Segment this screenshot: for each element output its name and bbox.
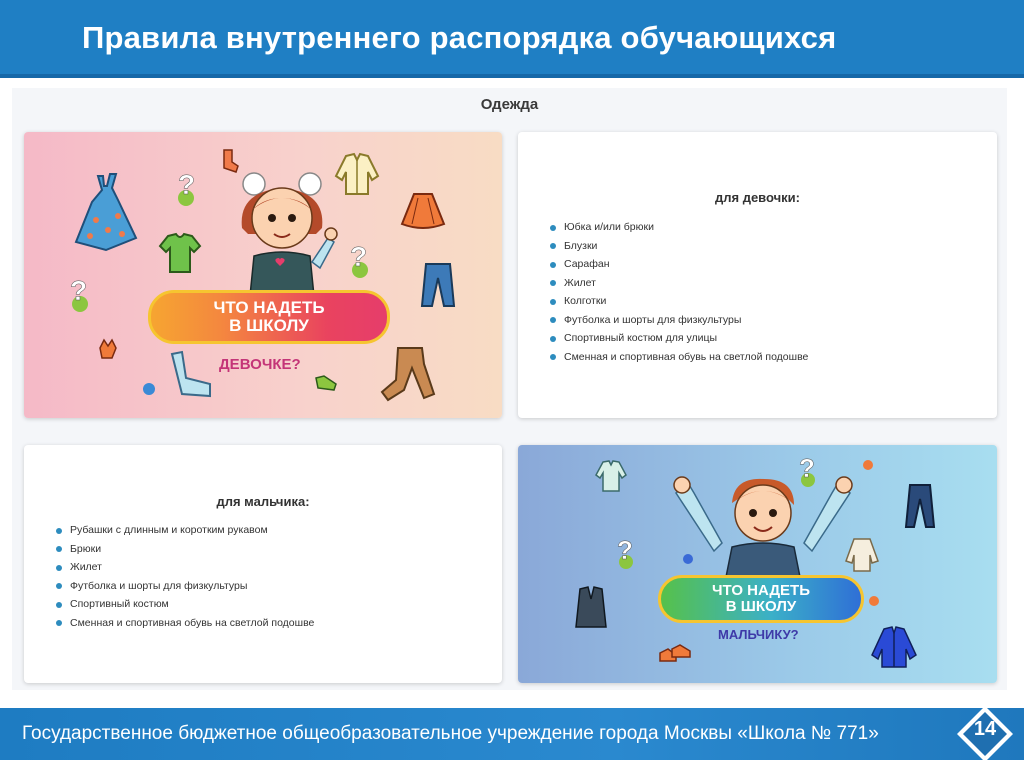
svg-text:?: ? xyxy=(617,535,633,565)
sock-icon xyxy=(166,350,216,400)
footer-bar xyxy=(0,708,1024,760)
girl-items-list xyxy=(550,218,808,366)
skirt-icon xyxy=(400,190,446,230)
sock-icon xyxy=(218,148,240,174)
shoe-icon xyxy=(314,372,338,392)
girl-character-icon xyxy=(230,172,338,296)
list-item: Колготки xyxy=(550,292,808,311)
page-title: Правила внутреннего распорядка обучающихся xyxy=(82,20,837,55)
vest-icon xyxy=(574,585,608,629)
shirt-icon xyxy=(594,459,628,493)
boy-list-title: для мальчика: xyxy=(216,494,310,509)
list-item: Юбка и/или брюки xyxy=(550,218,808,237)
list-item: Жилет xyxy=(56,558,314,577)
ball-icon xyxy=(868,595,880,607)
list-item: Блузки xyxy=(550,237,808,256)
list-item: Спортивный костюм для улицы xyxy=(550,329,808,348)
list-item: Футболка и шорты для физкультуры xyxy=(550,311,808,330)
shirt-icon xyxy=(158,232,202,274)
page-number: 14 xyxy=(973,718,997,740)
girl-title-pill xyxy=(148,290,390,344)
girl-list-title: для девочки: xyxy=(714,190,800,205)
girl-subtitle: ДЕВОЧКЕ? xyxy=(219,356,301,373)
ball-icon xyxy=(142,382,156,396)
jeans-icon xyxy=(904,483,936,529)
list-item: Жилет xyxy=(550,274,808,293)
question-mark-icon xyxy=(172,168,206,208)
list-item: Брюки xyxy=(56,540,314,559)
jeans-icon xyxy=(420,262,456,308)
list-item: Спортивный костюм xyxy=(56,595,314,614)
boy-items-list xyxy=(56,521,314,632)
boy-list-card xyxy=(24,445,502,683)
svg-text:?: ? xyxy=(70,275,88,306)
boy-subtitle: МАЛЬЧИКУ? xyxy=(718,627,799,642)
tights-icon xyxy=(378,344,442,404)
footer-text: Государственное бюджетное общеобразовательное учреждение города Москвы «Школа № 771» xyxy=(22,723,879,744)
girl-banner xyxy=(24,132,502,418)
svg-text:?: ? xyxy=(350,241,368,272)
girl-list-card xyxy=(518,132,997,418)
girl-pill-line1: ЧТО НАДЕТЬ xyxy=(213,298,325,318)
jacket-icon xyxy=(870,625,918,669)
list-item: Рубашки с длинным и коротким рукавом xyxy=(56,521,314,540)
list-item: Футболка и шорты для физкультуры xyxy=(56,577,314,596)
list-item: Сарафан xyxy=(550,255,808,274)
section-title: Одежда xyxy=(480,96,539,113)
boy-pill-line2: В ШКОЛУ xyxy=(725,598,797,615)
dress-icon xyxy=(72,172,140,252)
header-bar xyxy=(0,0,1024,78)
question-mark-icon xyxy=(612,535,642,571)
boy-pill-line1: ЧТО НАДЕТЬ xyxy=(711,582,811,600)
ball-icon xyxy=(862,459,874,471)
question-mark-icon xyxy=(64,274,98,314)
list-item: Сменная и спортивная обувь на светлой подошве xyxy=(56,614,314,633)
svg-text:?: ? xyxy=(178,169,196,200)
svg-text:?: ? xyxy=(799,453,815,483)
glove-icon xyxy=(96,338,118,360)
sneakers-icon xyxy=(658,643,692,667)
boy-banner xyxy=(518,445,997,683)
boy-title-pill xyxy=(658,575,864,623)
content-area xyxy=(12,88,1007,690)
list-item: Сменная и спортивная обувь на светлой подошве xyxy=(550,348,808,367)
question-mark-icon xyxy=(344,240,378,280)
boy-character-icon xyxy=(668,473,858,577)
shirt-icon xyxy=(334,152,380,196)
girl-pill-line2: В ШКОЛУ xyxy=(229,316,309,335)
